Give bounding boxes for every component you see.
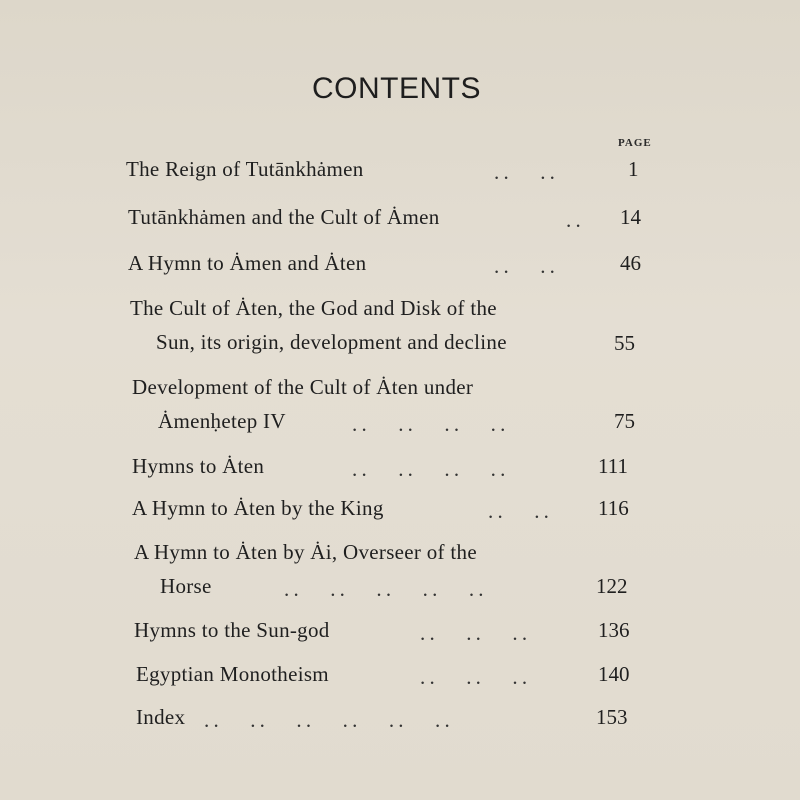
toc-entry-title: A Hymn to Ȧmen and Ȧten: [128, 251, 367, 275]
toc-entry-title: Hymns to the Sun-god: [134, 618, 330, 642]
toc-entry-title: The Cult of Ȧten, the God and Disk of the: [130, 296, 497, 320]
leader-dots: . . . . . . . . . .: [284, 577, 484, 601]
leader-dots: . . . .: [494, 254, 555, 278]
toc-page-number: 1: [628, 157, 639, 181]
toc-entry-title: A Hymn to Ȧten by Ȧi, Overseer of the: [134, 540, 477, 564]
toc-entry-title-continued: Horse: [160, 574, 212, 598]
toc-entry-title: Index: [136, 705, 186, 729]
toc-entry-title-continued: Sun, its origin, development and decline: [156, 330, 507, 354]
page-title: CONTENTS: [312, 72, 481, 105]
leader-dots: . . . . . .: [420, 621, 528, 645]
toc-page-number: 46: [620, 251, 641, 275]
leader-dots: . . . .: [488, 499, 549, 523]
toc-page-number: 14: [620, 205, 641, 229]
toc-page-number: 75: [614, 409, 635, 433]
toc-entry-title: Hymns to Ȧten: [132, 454, 265, 478]
toc-page-number: 136: [598, 618, 630, 642]
toc-entry-monotheism[interactable]: [136, 657, 329, 691]
leader-dots: . .: [566, 208, 581, 232]
toc-entry-title: Development of the Cult of Ȧten under: [132, 375, 474, 399]
toc-page-number: 55: [614, 331, 635, 355]
toc-page-number: 116: [598, 496, 629, 520]
toc-entry-sun-god[interactable]: [134, 613, 330, 647]
toc-entry-title: Egyptian Monotheism: [136, 662, 329, 686]
toc-entry-hymn-amen-aten[interactable]: [128, 246, 366, 280]
leader-dots: . . . . . . . .: [352, 412, 506, 436]
leader-dots: . . . .: [494, 160, 555, 184]
toc-page-number: 111: [598, 454, 628, 478]
toc-entry-title-continued: Ȧmenḥetep IV: [158, 409, 286, 433]
toc-entry-reign[interactable]: [126, 152, 364, 186]
toc-entry-hymns-aten[interactable]: [132, 449, 264, 483]
leader-dots: . . . . . . . .: [352, 457, 506, 481]
toc-entry-title: A Hymn to Ȧten by the King: [132, 496, 384, 520]
toc-entry-title: The Reign of Tutānkhȧmen: [126, 157, 364, 181]
toc-page-number: 122: [596, 574, 628, 598]
leader-dots: . . . . . . . . . . . .: [204, 708, 450, 732]
toc-entry-index[interactable]: [136, 700, 185, 734]
toc-entry-title: Tutānkhȧmen and the Cult of Ȧmen: [128, 205, 440, 229]
toc-entry-cult-amen[interactable]: [128, 200, 440, 234]
toc-page-number: 153: [596, 705, 628, 729]
leader-dots: . . . . . .: [420, 665, 528, 689]
page-column-label: PAGE: [618, 137, 652, 149]
toc-entry-hymn-king[interactable]: [132, 491, 384, 525]
toc-page-number: 140: [598, 662, 630, 686]
toc-entry-cult-aten[interactable]: [130, 291, 507, 359]
